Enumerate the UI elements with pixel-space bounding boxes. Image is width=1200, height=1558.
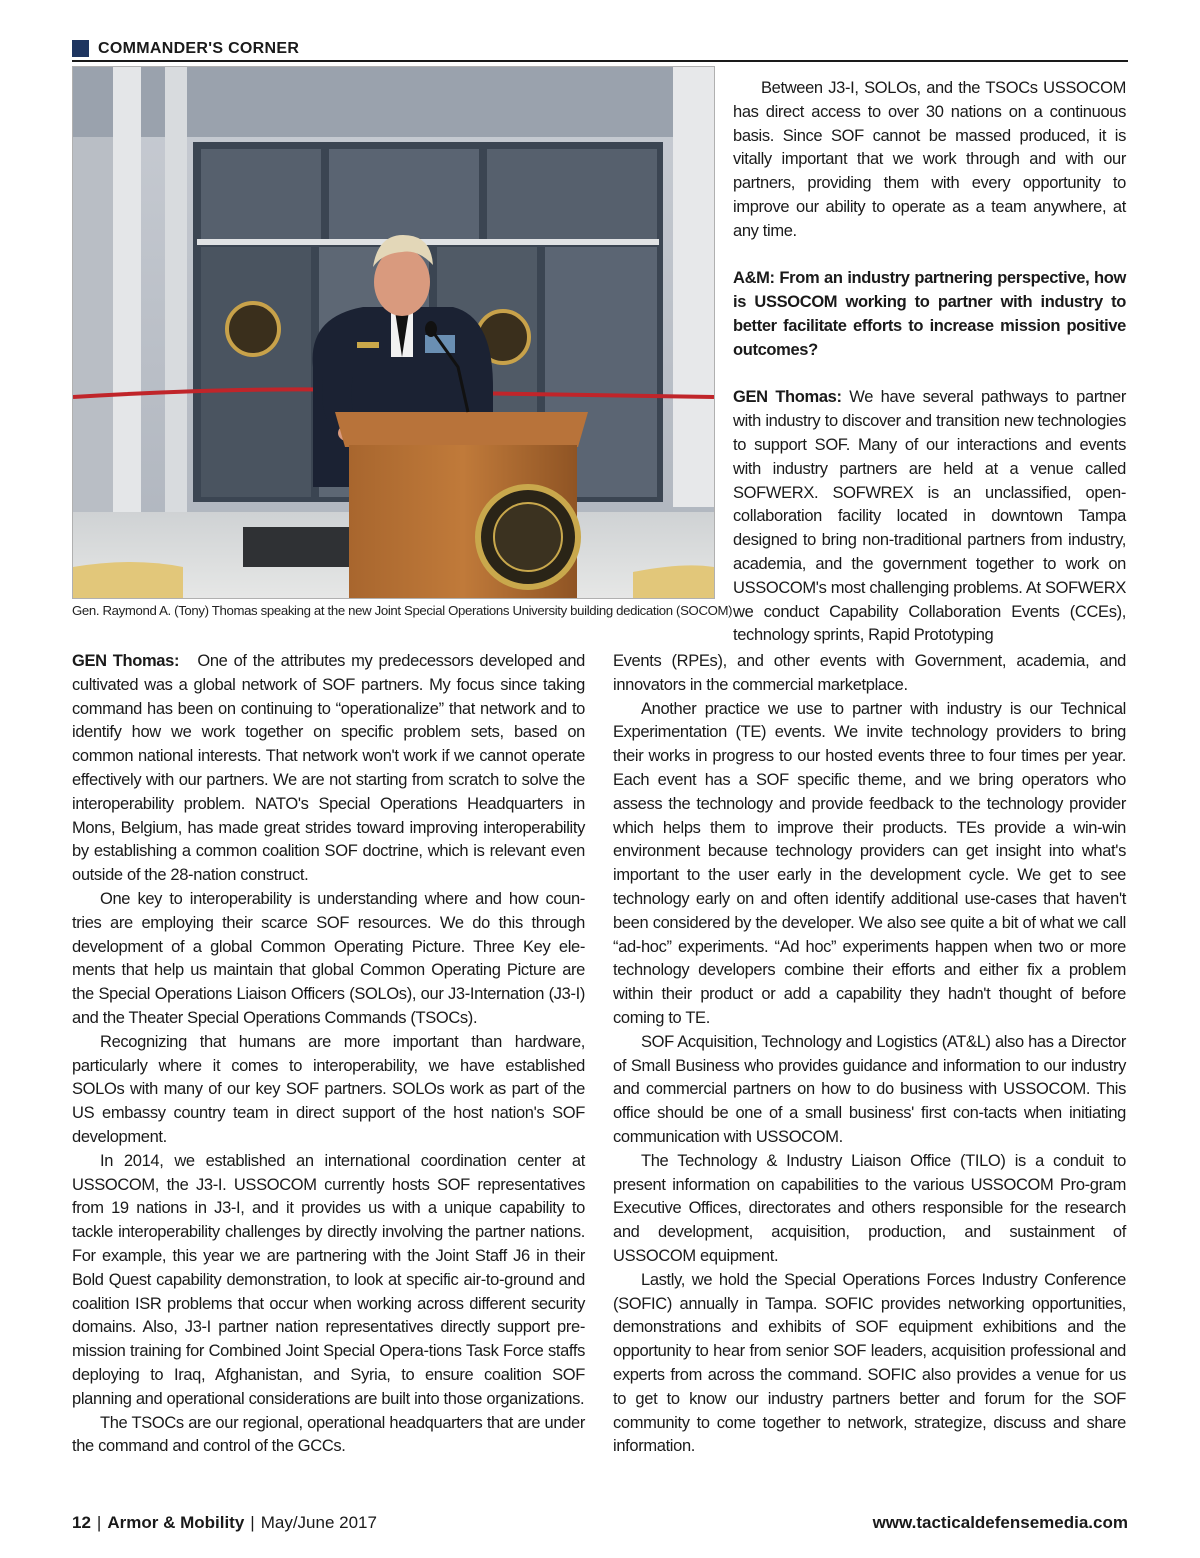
page-number: 12 <box>72 1513 91 1532</box>
answer-text: We have several pathways to partner with industry to discover and transition new technologies to support SOF. Many of our interactions and events with industry partners are held at a venue called SOFWERX. SOFWREX is an unclassified, open-collaboration facility located in downtown Tampa designed to bring non-traditional partners from industry, academia, and the government together to work on USSOCOM's most challenging problems. At SOFWERX we conduct Capability Collaboration Events (CCEs), technology sprints, Rapid Prototyping <box>733 388 1127 645</box>
footer-separator: | <box>250 1513 255 1532</box>
paragraph: Between J3-I, SOLOs, and the TSOCs USSOCOM has direct access to over 30 nations on a continuous basis. Since SOF cannot be massed produced, it is vitally important that we work through and with our partners, providing them with every opportunity to improve our ability to operate as a team anywhere, at any time. <box>733 79 1126 240</box>
article-photo <box>72 66 715 599</box>
speaker-label: GEN Thomas: <box>72 652 180 670</box>
paragraph: The Technology & Industry Liaison Office (TILO) is a conduit to present information on capabilities to the various USSOCOM Pro-gram Executive Offices, directorates and others responsible for the research and development, acquisition, production, and sustainment of USSOCOM equipment. <box>613 1151 1126 1265</box>
paragraph: One key to interoperability is understanding where and how coun-tries are employing their scarce SOF resources. We do this through development of a global Common Operating Picture. Three Key ele-ments that help us maintain that global Common Operating Picture are the Special Operations Liaison Officers (SOLOs), our J3-Internation (J3-I) and the Theater Special Operations Commands (TSOCs). <box>72 889 585 1027</box>
paragraph: The TSOCs are our regional, operational headquarters that are under the command and control of the GCCs. <box>72 1413 585 1456</box>
paragraph: In 2014, we established an international coordination center at USSOCOM, the J3-I. USSOCOM currently hosts SOF representatives from 19 nations in J3-I, and it provides us with a unique capability to tackle interoperability challenges by directly involving the partner nations. For example, this year we are partnering with the Joint Staff J6 in their Bold Quest capability demonstration, to look at specific air-to-ground and coalition ISR problems that occur when working across different security domains. Also, J3-I partner nation representatives directly support pre-mission training for Combined Joint Special Opera-tions Task Force staffs deploying to Iraq, Afghanistan, and Syria, to ensure coalition SOF planning and operational considerations are built into those organizations. <box>72 1151 585 1408</box>
answer-paragraph <box>72 650 585 888</box>
page-footer <box>72 1513 1128 1537</box>
section-title: COMMANDER'S CORNER <box>98 40 300 57</box>
magazine-name: Armor & Mobility <box>107 1513 245 1532</box>
section-marker-square <box>72 40 89 57</box>
right-column-bottom <box>613 650 1126 1459</box>
right-column-top <box>733 77 1126 648</box>
section-header <box>72 38 1128 62</box>
photo-caption: Gen. Raymond A. (Tony) Thomas speaking at the new Joint Special Operations University building dedication (SOCOM) <box>72 603 733 618</box>
paragraph: Another practice we use to partner with industry is our Technical Experimentation (TE) events. We invite technology providers to bring their works in progress to our hosted events three to four times per year. Each event has a SOF specific theme, and we bring operators who assess the technology and provide feedback to the technology provider which helps them to improve their products. TEs provide a win-win environment because technology providers can get insight into what's important to the user early in the development cycle. We get to see technology early on and often identify additional use-cases that haven't been considered by the developer. We also see quite a bit of what we call “ad-hoc” experiments. “Ad hoc” experiments happen when two or more technology developers combine their efforts and either fix a problem within their product or add a capability they hadn't thought of before coming to TE. <box>613 699 1126 1027</box>
paragraph: Lastly, we hold the Special Operations Forces Industry Conference (SOFIC) annually in Tampa. SOFIC provides networking opportunities, demonstrations and exhibits of SOF equipment exhibitions and the opportunity to hear from senior SOF leaders, acquisition professional and experts from across the command. SOFIC also provides a venue for us to get to know our industry partners better and forum for the SOF community to come together to network, strategize, discuss and share information. <box>613 1270 1126 1456</box>
issue-date: May/June 2017 <box>260 1513 377 1532</box>
website-link[interactable]: www.tacticaldefensemedia.com <box>872 1513 1128 1532</box>
answer-paragraph <box>733 386 1126 648</box>
answer-text: One of the attributes my predecessors developed and cultivated was a global network of SOF partners. My focus since taking command has been on continuing to “operationalize” that network and to identify how we work together on specific problem sets, based on common national interests. That network won't work if we cannot operate effectively with our partners. We are not starting from scratch to solve the interoperability problem. NATO's Special Operations Headquarters in Mons, Belgium, has made great strides toward improving interoperability by establishing a common coalition SOF doctrine, which is relevant even outside of the 28-nation construct. <box>72 652 585 885</box>
footer-left <box>72 1513 377 1533</box>
paragraph: Recognizing that humans are more important than hardware, particularly where it comes to interoperability, we have established SOLOs with many of our key SOF partners. SOLOs work as part of the US embassy country team in direct support of the host nation's SOF development. <box>72 1032 585 1146</box>
footer-separator: | <box>96 1513 102 1532</box>
speaker-label: GEN Thomas: <box>733 388 842 407</box>
paragraph: SOF Acquisition, Technology and Logistics (AT&L) also has a Director of Small Business who provides guidance and information to our industry and commercial partners on how to do business with USSOCOM. This office should be one of a small business' first con-tacts when initiating communication with USSOCOM. <box>613 1032 1126 1146</box>
paragraph: Events (RPEs), and other events with Government, academia, and innovators in the commercial marketplace. <box>613 652 1126 694</box>
interview-question: A&M: From an industry partnering perspective, how is USSOCOM working to partner with industry to better facilitate efforts to increase mission positive outcomes? <box>733 269 1126 359</box>
left-column <box>72 650 585 1459</box>
